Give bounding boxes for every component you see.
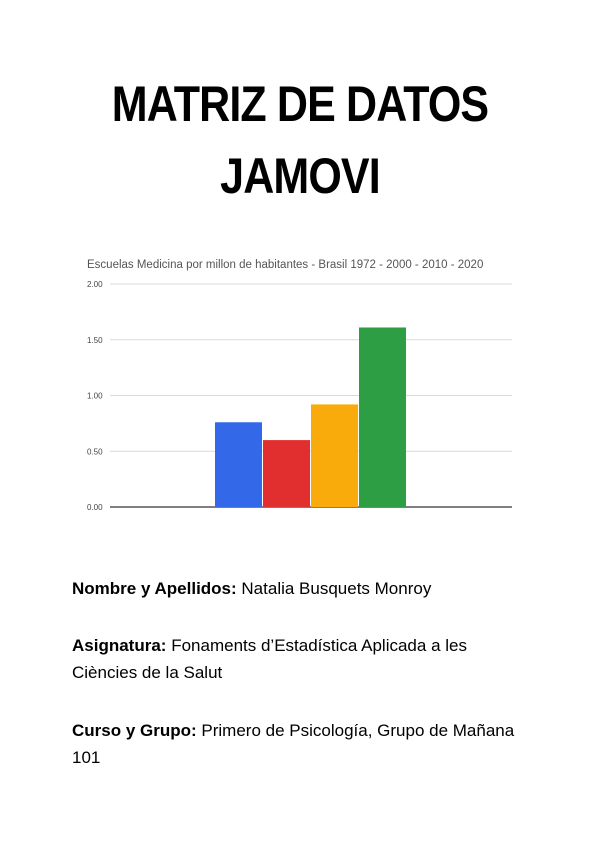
course-value: Primero de Psicología, Grupo de Mañana 101 — [72, 721, 515, 767]
bar-2010 — [311, 404, 358, 507]
document-title-line-2: JAMOVI — [220, 148, 380, 204]
info-subject — [72, 632, 532, 686]
document-title-line-1: MATRIZ DE DATOS — [111, 76, 489, 132]
subject-value: Fonaments d’Estadística Aplicada a les Ciències de la Salut — [72, 636, 467, 682]
y-tick-label: 1.50 — [87, 335, 103, 345]
y-tick-label: 1.00 — [87, 391, 103, 401]
info-name — [72, 575, 532, 602]
bar-2020 — [359, 327, 406, 507]
name-value: Natalia Busquets Monroy — [241, 579, 432, 598]
bar-1972 — [215, 422, 262, 507]
subject-label: Asignatura: — [72, 636, 167, 655]
y-tick-label: 0.50 — [87, 447, 103, 457]
name-label: Nombre y Apellidos: — [72, 579, 237, 598]
y-tick-label: 2.00 — [87, 280, 103, 289]
bar-2000 — [263, 440, 310, 507]
info-course — [72, 717, 532, 771]
chart-title: Escuelas Medicina por millon de habitantes - Brasil 1972 - 2000 - 2010 - 2020 — [87, 259, 484, 271]
bar-chart — [80, 250, 520, 520]
y-tick-label: 0.00 — [87, 503, 103, 512]
course-label: Curso y Grupo: — [72, 721, 197, 740]
